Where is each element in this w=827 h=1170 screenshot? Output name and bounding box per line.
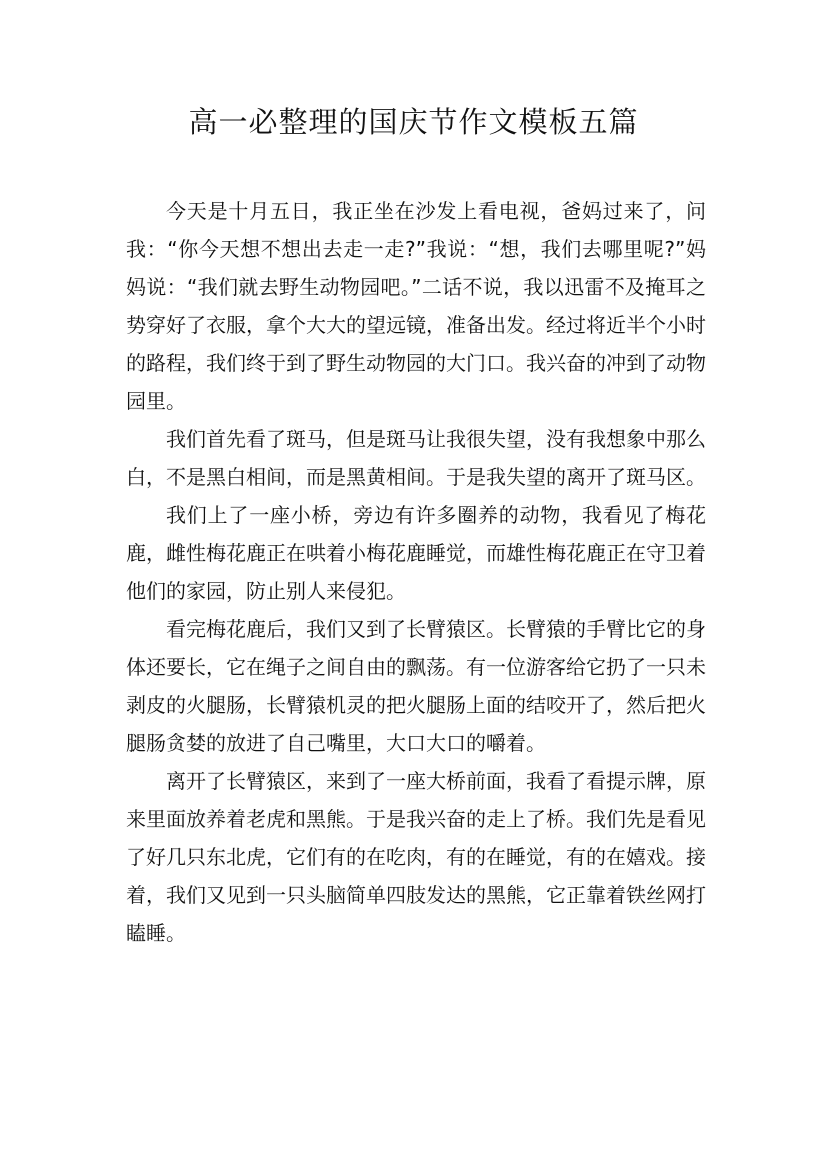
document-body bbox=[126, 192, 706, 952]
paragraph-5: 离开了长臂猿区，来到了一座大桥前面，我看了看提示牌，原来里面放养着老虎和黑熊。于是我兴奋的走上了桥。我们先是看见了好几只东北虎，它们有的在吃肉，有的在睡觉，有的在嬉戏。接着，我们又见到一只头脑简单四肢发达的黑熊，它正靠着铁丝网打瞌睡。 bbox=[126, 769, 706, 945]
document-title: 高一必整理的国庆节作文模板五篇 bbox=[188, 105, 639, 139]
paragraph-2: 我们首先看了斑马，但是斑马让我很失望，没有我想象中那么白，不是黑白相间，而是黑黄相间。于是我失望的离开了斑马区。 bbox=[126, 427, 706, 489]
paragraph-1: 今天是十月五日，我正坐在沙发上看电视，爸妈过来了，问我：“你今天想不想出去走一走?”我说：“想，我们去哪里呢?”妈妈说：“我们就去野生动物园吧。”二话不说，我以迅雷不及掩耳之势穿好了衣服，拿个大大的望远镜，准备出发。经过将近半个小时的路程，我们终于到了野生动物园的大门口。我兴奋的冲到了动物园里。 bbox=[126, 199, 706, 413]
paragraph-4: 看完梅花鹿后，我们又到了长臂猿区。长臂猿的手臂比它的身体还要长，它在绳子之间自由的飘荡。有一位游客给它扔了一只未剥皮的火腿肠，长臂猿机灵的把火腿肠上面的结咬开了，然后把火腿肠贪婪的放进了自己嘴里，大口大口的嚼着。 bbox=[126, 617, 706, 755]
paragraph-3: 我们上了一座小桥，旁边有许多圈养的动物，我看见了梅花鹿，雌性梅花鹿正在哄着小梅花鹿睡觉，而雄性梅花鹿正在守卫着他们的家园，防止别人来侵犯。 bbox=[126, 503, 706, 603]
